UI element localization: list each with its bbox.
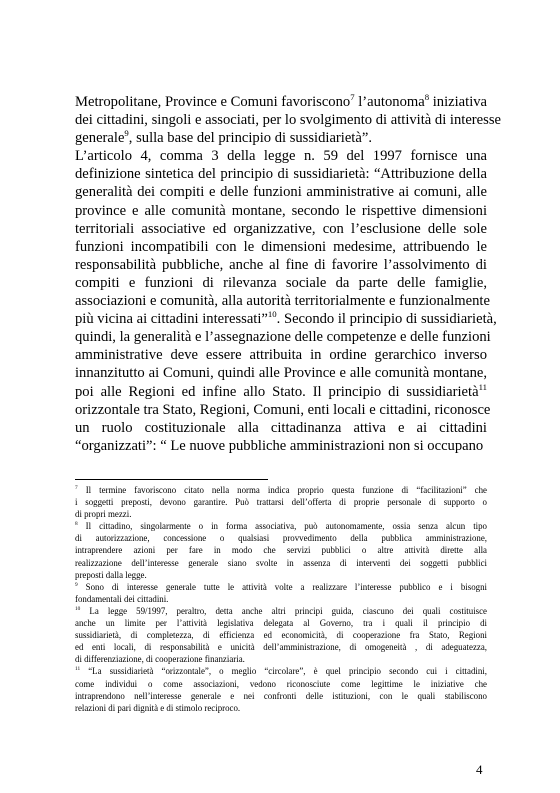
body-line [75, 292, 490, 310]
body-line [75, 437, 487, 455]
footnote-number: 10 [75, 605, 81, 612]
footnote-text-run: Il termine favoriscono citato nella norma indica proprio questa funzione di “facilitazioni” che [77, 485, 487, 495]
footnote-line [75, 617, 487, 629]
body-text-run: definizione sintetica del principio di sussidiarietà: “Attribuzione della [75, 166, 487, 183]
body-text-run: compiti e funzioni di rilevanza sociale da parte delle famiglie, [75, 274, 487, 291]
footnote-text-run: i soggetti preposti, devono garantire. Può trattarsi dell’offerta di proprie personale di supporto o [75, 497, 487, 508]
footnote-line [75, 641, 487, 653]
body-line [75, 419, 487, 437]
footnote-text-run: relazioni di pari dignità e di stimolo reciproco. [75, 702, 241, 713]
body-line [75, 256, 487, 274]
body-text-run: funzioni incompatibili con le dimensioni medesime, attribuendo le [75, 238, 487, 255]
body-text-run: orizzontale tra Stato, Regioni, Comuni, enti locali e cittadini, riconosce [75, 401, 491, 418]
footnote-text-run: intraprendono nell’interesse generale e nei confronti delle istituzioni, con le quali stabiliscono [75, 690, 487, 701]
body-line [75, 383, 487, 401]
footnote-text-run: “La sussidiarietà “orizzontale”, o meglio “circolare”, è quel principio secondo cui i cittadini, [80, 666, 487, 677]
body-text-run: generalità dei compiti e delle funzioni amministrative ai comuni, alle [75, 184, 487, 201]
body-line [75, 111, 501, 129]
body-text-run: generale [75, 130, 125, 147]
body-line [75, 129, 487, 147]
body-line [75, 364, 487, 382]
body-text-run: , sulla base del principio di sussidiarietà”. [128, 130, 372, 147]
footnote-line [75, 605, 487, 617]
footnote-line [75, 544, 487, 556]
body-line [75, 220, 487, 238]
body-text-run: territoriali associative ed organizzative, con l’esclusione delle sole [75, 220, 487, 237]
footnote-text-run: Sono di interesse generale tutte le attività volte a realizzare l’interesse pubblico e i bisogni [77, 581, 487, 592]
body-text-run: Metropolitane, Province e Comuni favoriscono [75, 94, 351, 110]
footnote-reference: 10 [267, 309, 277, 320]
footnote-number: 9 [75, 581, 78, 588]
body-line [75, 202, 487, 220]
body-line [75, 238, 487, 256]
footnote-reference: 7 [350, 92, 355, 103]
body-line [75, 183, 487, 201]
footnote-number: 7 [75, 485, 78, 492]
body-line [75, 93, 487, 111]
footnote-line [75, 532, 487, 544]
body-text [75, 92, 501, 455]
footnote-line [75, 520, 487, 532]
body-line [75, 147, 487, 165]
body-line [75, 346, 487, 364]
body-text-run: innanzitutto ai Comuni, quindi alle Province e alle comunità montane, [75, 365, 487, 382]
footnote-line [75, 496, 487, 508]
body-text-run: province e alle comunità montane, secondo le rispettive dimensioni [75, 202, 487, 219]
body-text-run: . Secondo il principio di sussidiarietà, [276, 311, 497, 328]
body-line [75, 309, 497, 328]
footnote-text-run: di differenziazione, di cooperazione finanziaria. [75, 654, 245, 665]
body-text-run: iniziativa [429, 94, 488, 110]
footnote-text-run: Il cittadino, singolarmente o in forma associativa, può autonomamente, ossia senza alcun tipo [77, 521, 487, 532]
body-line [75, 165, 487, 183]
footnote-text-run: come individui o come associazioni, vedono riconosciute come legittime le iniziative che [75, 678, 487, 689]
body-text-run: l’autonoma [354, 94, 425, 110]
footnote-text-run: realizzazione dell’interesse generale siano svolte in assenza di interventi dei soggetti pubblici [75, 557, 487, 568]
footnote-line [75, 665, 487, 677]
footnote-divider [75, 479, 268, 480]
footnote-text-run: fondamentali dei cittadini. [75, 593, 169, 604]
footnote-line [75, 508, 487, 520]
footnotes [75, 484, 487, 714]
body-text-run: associazioni e comunità, alla autorità territorialmente e funzionalmente [75, 293, 490, 310]
footnote-reference: 11 [478, 381, 487, 392]
body-line [75, 328, 491, 346]
footnote-line [75, 629, 487, 641]
footnote-text-run: intraprendere azioni per fare in modo che servizi pubblici o altre attività dirette alla [75, 545, 487, 556]
body-text-run: più vicina ai cittadini interessati” [75, 311, 268, 328]
footnote-line [75, 484, 487, 496]
footnote-text-run: ed enti locali, di responsabilità e unicità dell’amministrazione, di omogeneità , di adeguatezza, [75, 642, 487, 653]
footnote-text-run: di propri mezzi. [75, 509, 132, 520]
footnote-number: 11 [75, 666, 81, 673]
body-text-run: dei cittadini, singoli e associati, per lo svolgimento di attività di interesse [75, 112, 501, 129]
footnote-line [75, 557, 487, 569]
page-number: 4 [476, 762, 483, 777]
footnote-text-run: preposti dalla legge. [75, 569, 147, 580]
footnote-reference: 8 [424, 92, 430, 103]
body-line [75, 274, 487, 292]
footnote-text-run: La legge 59/1997, peraltro, detta anche altri principi guida, ciascuno dei quali costituisce [80, 605, 487, 616]
footnote-number: 8 [75, 521, 78, 528]
footnote-line [75, 581, 487, 593]
footnote-line [75, 690, 487, 702]
body-line [75, 401, 491, 419]
body-text-run: L’articolo 4, comma 3 della legge n. 59 del 1997 fornisce una [75, 148, 487, 165]
footnote-text-run: sussidiarietà, di completezza, di efficienza ed economicità, di cooperazione fra Stato, Regioni [75, 630, 487, 641]
footnote-line [75, 678, 487, 690]
body-text-run: amministrative deve essere attribuita in ordine gerarchico inverso [75, 347, 487, 364]
footnote-reference: 9 [124, 128, 129, 139]
footnote-line [75, 653, 487, 665]
footnote-line [75, 569, 487, 581]
footnote-text-run: di autorizzazione, concessione o qualsiasi provvedimento della pubblica amministrazione, [75, 533, 487, 544]
footnote-line [75, 593, 487, 605]
footnote-line [75, 702, 487, 714]
body-text-run: un ruolo costituzionale alla cittadinanza attiva e ai cittadini [75, 419, 487, 436]
footnote-text-run: anche un limite per l’attività legislativa delegata al Governo, tra i quali il principio di [75, 618, 487, 629]
body-text-run: poi alle Regioni ed infine allo Stato. Il principio di sussidiarietà [75, 383, 479, 400]
body-text-run: quindi, la generalità e l’assegnazione delle competenze e delle funzioni [75, 329, 491, 346]
body-text-run: “organizzati”: “ Le nuove pubbliche amministrazioni non si occupano [75, 437, 484, 454]
body-text-run: responsabilità pubbliche, anche al fine di favorire l’assolvimento di [75, 256, 487, 273]
